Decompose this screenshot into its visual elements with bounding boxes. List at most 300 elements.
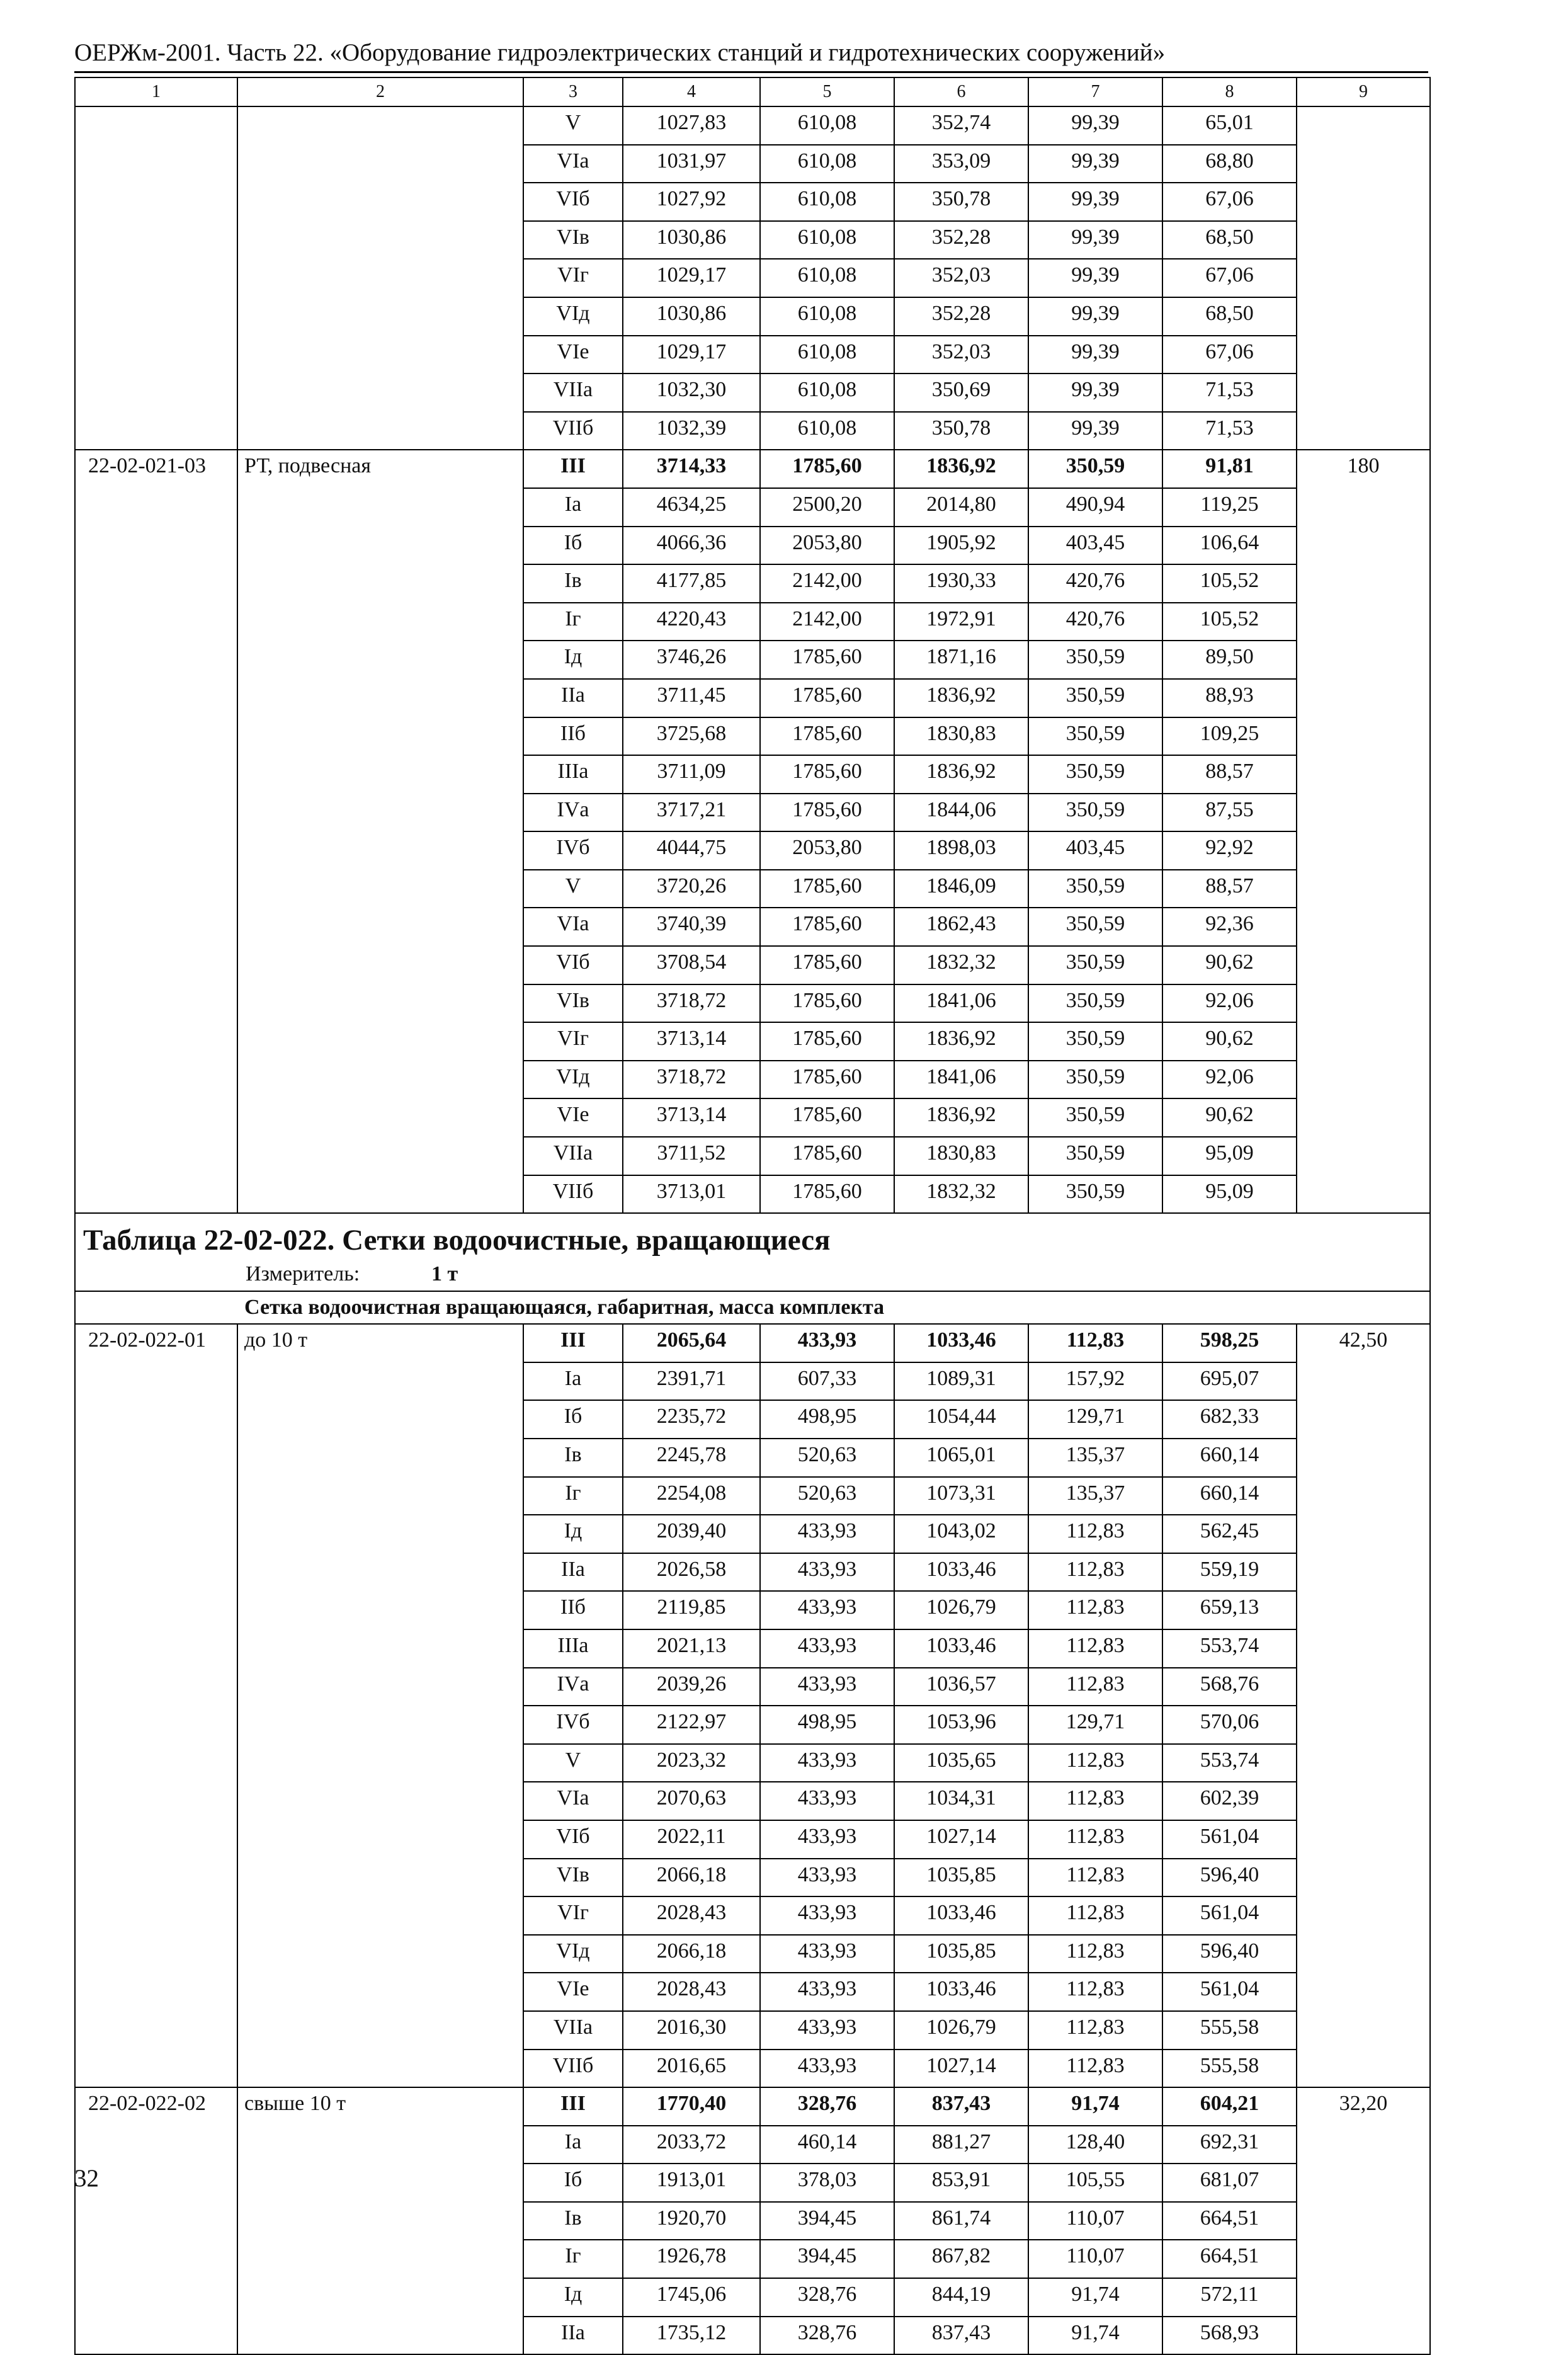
zone-index: VIIа <box>523 373 623 412</box>
cell-c8: 95,09 <box>1162 1137 1297 1175</box>
cell-c4: 2119,85 <box>623 1591 760 1629</box>
cell-c8: 561,04 <box>1162 1973 1297 2011</box>
cell-c7: 350,59 <box>1028 984 1162 1023</box>
cell-c8: 561,04 <box>1162 1820 1297 1859</box>
cell-c5: 1785,60 <box>760 1061 894 1099</box>
cell-c6: 1836,92 <box>894 679 1028 717</box>
cell-c8: 695,07 <box>1162 1362 1297 1401</box>
cell-c5: 2142,00 <box>760 564 894 603</box>
cell-c8: 568,93 <box>1162 2317 1297 2355</box>
zone-index: VIб <box>523 183 623 221</box>
cell-c7: 112,83 <box>1028 1553 1162 1592</box>
cell-c5: 328,76 <box>760 2317 894 2355</box>
cell-c4: 1735,12 <box>623 2317 760 2355</box>
cell-c8: 602,39 <box>1162 1782 1297 1820</box>
cell-c5: 433,93 <box>760 1553 894 1592</box>
zone-index: Iг <box>523 1477 623 1515</box>
zone-index: VIа <box>523 145 623 183</box>
zone-index: Iб <box>523 527 623 565</box>
cell-c8: 660,14 <box>1162 1477 1297 1515</box>
cell-c5: 433,93 <box>760 1629 894 1668</box>
zone-index: VIб <box>523 1820 623 1859</box>
zone-index: VIе <box>523 1973 623 2011</box>
cell-c6: 1841,06 <box>894 984 1028 1023</box>
cell-c7: 99,39 <box>1028 145 1162 183</box>
cell-c4: 3725,68 <box>623 717 760 756</box>
zone-index: VIе <box>523 336 623 374</box>
cell-c6: 1034,31 <box>894 1782 1028 1820</box>
cell-c4: 2021,13 <box>623 1629 760 1668</box>
cell-c6: 867,82 <box>894 2240 1028 2278</box>
zone-index: VIд <box>523 1061 623 1099</box>
cell-c4: 4634,25 <box>623 488 760 527</box>
page-header-title: ОЕРЖм-2001. Часть 22. «Оборудование гидроэлектрических станций и гидротехнических сооружений» <box>74 39 1166 66</box>
cell-c8: 65,01 <box>1162 106 1297 145</box>
cell-c5: 1785,60 <box>760 717 894 756</box>
cell-c5: 433,93 <box>760 1744 894 1782</box>
zone-index: IVа <box>523 794 623 832</box>
cell-c8: 90,62 <box>1162 946 1297 984</box>
cell-c5: 328,76 <box>760 2278 894 2317</box>
rate-code: 22-02-022-02 <box>75 2087 237 2354</box>
cell-c8: 555,58 <box>1162 2011 1297 2050</box>
cell-c8: 692,31 <box>1162 2126 1297 2164</box>
cell-c4: 4066,36 <box>623 527 760 565</box>
cell-c7: 91,74 <box>1028 2087 1162 2126</box>
cell-c7: 129,71 <box>1028 1400 1162 1439</box>
cell-c9: 32,20 <box>1297 2087 1430 2354</box>
cell-c6: 1033,46 <box>894 1553 1028 1592</box>
cell-c8: 555,58 <box>1162 2050 1297 2088</box>
rate-code <box>75 106 237 450</box>
cell-c4: 3711,45 <box>623 679 760 717</box>
table-row <box>75 2087 1430 2126</box>
cell-c5: 520,63 <box>760 1439 894 1477</box>
zone-index: III <box>523 450 623 488</box>
cell-c4: 3714,33 <box>623 450 760 488</box>
cell-c7: 112,83 <box>1028 1820 1162 1859</box>
zone-index: Iг <box>523 603 623 641</box>
cell-c7: 112,83 <box>1028 2050 1162 2088</box>
zone-index: VIг <box>523 1022 623 1061</box>
zone-index: V <box>523 1744 623 1782</box>
cell-c7: 112,83 <box>1028 2011 1162 2050</box>
cell-c6: 353,09 <box>894 145 1028 183</box>
cell-c8: 598,25 <box>1162 1324 1297 1362</box>
column-number: 1 <box>75 77 237 106</box>
cell-c8: 95,09 <box>1162 1175 1297 1214</box>
cell-c8: 68,50 <box>1162 221 1297 259</box>
cell-c4: 2028,43 <box>623 1973 760 2011</box>
cell-c6: 1026,79 <box>894 2011 1028 2050</box>
cell-c5: 1785,60 <box>760 946 894 984</box>
zone-index: Iв <box>523 564 623 603</box>
cell-c4: 2235,72 <box>623 1400 760 1439</box>
cell-c4: 3718,72 <box>623 1061 760 1099</box>
cell-c5: 1785,60 <box>760 1137 894 1175</box>
cell-c8: 604,21 <box>1162 2087 1297 2126</box>
zone-index: VIв <box>523 1859 623 1897</box>
cell-c6: 1035,85 <box>894 1859 1028 1897</box>
cell-c4: 2028,43 <box>623 1896 760 1935</box>
cell-c4: 1913,01 <box>623 2164 760 2202</box>
cell-c5: 378,03 <box>760 2164 894 2202</box>
cell-c6: 1905,92 <box>894 527 1028 565</box>
zone-index: IVб <box>523 831 623 870</box>
cell-c6: 1065,01 <box>894 1439 1028 1477</box>
cell-c4: 2122,97 <box>623 1706 760 1744</box>
zone-index: III <box>523 1324 623 1362</box>
cell-c6: 350,69 <box>894 373 1028 412</box>
cell-c5: 394,45 <box>760 2202 894 2240</box>
cell-c7: 112,83 <box>1028 1629 1162 1668</box>
cell-c8: 67,06 <box>1162 259 1297 297</box>
cell-c8: 682,33 <box>1162 1400 1297 1439</box>
cell-c7: 135,37 <box>1028 1439 1162 1477</box>
cell-c7: 420,76 <box>1028 603 1162 641</box>
cell-c5: 433,93 <box>760 1515 894 1553</box>
table-title: Таблица 22-02-022. Сетки водоочистные, вращающиеся <box>83 1224 831 1257</box>
cell-c8: 92,06 <box>1162 1061 1297 1099</box>
cell-c4: 1031,97 <box>623 145 760 183</box>
cell-c8: 67,06 <box>1162 336 1297 374</box>
cell-c4: 1745,06 <box>623 2278 760 2317</box>
column-number: 7 <box>1028 77 1162 106</box>
cell-c4: 2245,78 <box>623 1439 760 1477</box>
cell-c8: 119,25 <box>1162 488 1297 527</box>
cell-c4: 3746,26 <box>623 641 760 679</box>
cell-c6: 1026,79 <box>894 1591 1028 1629</box>
cell-c4: 2033,72 <box>623 2126 760 2164</box>
cell-c7: 110,07 <box>1028 2202 1162 2240</box>
cell-c6: 1027,14 <box>894 1820 1028 1859</box>
cell-c6: 350,78 <box>894 183 1028 221</box>
cell-c7: 403,45 <box>1028 527 1162 565</box>
cell-c6: 881,27 <box>894 2126 1028 2164</box>
zone-index: VIIб <box>523 2050 623 2088</box>
cell-c5: 1785,60 <box>760 450 894 488</box>
zone-index: Iа <box>523 488 623 527</box>
zone-index: VIIа <box>523 2011 623 2050</box>
cell-c7: 157,92 <box>1028 1362 1162 1401</box>
cell-c7: 110,07 <box>1028 2240 1162 2278</box>
cell-c4: 2016,30 <box>623 2011 760 2050</box>
cell-c7: 112,83 <box>1028 1324 1162 1362</box>
cell-c8: 559,19 <box>1162 1553 1297 1592</box>
cell-c7: 350,59 <box>1028 794 1162 832</box>
zone-index: Iа <box>523 1362 623 1401</box>
cell-c4: 1770,40 <box>623 2087 760 2126</box>
cell-c6: 1844,06 <box>894 794 1028 832</box>
cell-c7: 128,40 <box>1028 2126 1162 2164</box>
cell-c8: 67,06 <box>1162 183 1297 221</box>
cell-c4: 3740,39 <box>623 908 760 946</box>
cell-c6: 844,19 <box>894 2278 1028 2317</box>
zone-index: III <box>523 2087 623 2126</box>
cell-c6: 861,74 <box>894 2202 1028 2240</box>
cell-c6: 837,43 <box>894 2317 1028 2355</box>
cell-c8: 561,04 <box>1162 1896 1297 1935</box>
cell-c4: 2065,64 <box>623 1324 760 1362</box>
cell-c6: 1043,02 <box>894 1515 1028 1553</box>
cell-c7: 490,94 <box>1028 488 1162 527</box>
cell-c5: 1785,60 <box>760 641 894 679</box>
cell-c5: 460,14 <box>760 2126 894 2164</box>
zone-index: V <box>523 870 623 908</box>
cell-c7: 350,59 <box>1028 1137 1162 1175</box>
cell-c8: 87,55 <box>1162 794 1297 832</box>
cell-c5: 610,08 <box>760 412 894 450</box>
cell-c4: 2023,32 <box>623 1744 760 1782</box>
cell-c7: 112,83 <box>1028 1935 1162 1973</box>
cell-c4: 3717,21 <box>623 794 760 832</box>
cell-c6: 1830,83 <box>894 1137 1028 1175</box>
rate-name: до 10 т <box>237 1324 523 2087</box>
cell-c4: 3720,26 <box>623 870 760 908</box>
zone-index: VIа <box>523 908 623 946</box>
cell-c5: 607,33 <box>760 1362 894 1401</box>
cell-c8: 88,57 <box>1162 870 1297 908</box>
cell-c7: 420,76 <box>1028 564 1162 603</box>
cell-c7: 112,83 <box>1028 1859 1162 1897</box>
column-number: 4 <box>623 77 760 106</box>
cell-c6: 1898,03 <box>894 831 1028 870</box>
cell-c4: 1030,86 <box>623 221 760 259</box>
cell-c4: 2391,71 <box>623 1362 760 1401</box>
cell-c4: 4177,85 <box>623 564 760 603</box>
cell-c7: 112,83 <box>1028 1591 1162 1629</box>
cell-c7: 129,71 <box>1028 1706 1162 1744</box>
zone-index: Iб <box>523 1400 623 1439</box>
cell-c7: 350,59 <box>1028 1061 1162 1099</box>
cell-c6: 1033,46 <box>894 1896 1028 1935</box>
cell-c6: 1027,14 <box>894 2050 1028 2088</box>
cell-c8: 71,53 <box>1162 412 1297 450</box>
cell-c8: 570,06 <box>1162 1706 1297 1744</box>
cell-c4: 1926,78 <box>623 2240 760 2278</box>
zone-index: VIа <box>523 1782 623 1820</box>
cell-c5: 433,93 <box>760 1324 894 1362</box>
cell-c6: 352,03 <box>894 336 1028 374</box>
cell-c8: 659,13 <box>1162 1591 1297 1629</box>
zone-index: VIб <box>523 946 623 984</box>
cell-c4: 2026,58 <box>623 1553 760 1592</box>
cell-c7: 350,59 <box>1028 1175 1162 1214</box>
cell-c5: 2053,80 <box>760 527 894 565</box>
cell-c4: 1030,86 <box>623 297 760 336</box>
zone-index: VIе <box>523 1098 623 1137</box>
rates-table <box>74 77 1431 2355</box>
cell-c6: 1035,65 <box>894 1744 1028 1782</box>
cell-c5: 610,08 <box>760 106 894 145</box>
column-number: 9 <box>1297 77 1430 106</box>
table-row <box>75 1324 1430 1362</box>
measure-label: Измеритель: <box>246 1262 360 1286</box>
cell-c8: 106,64 <box>1162 527 1297 565</box>
cell-c8: 553,74 <box>1162 1744 1297 1782</box>
zone-index: Iв <box>523 2202 623 2240</box>
zone-index: VIд <box>523 297 623 336</box>
zone-index: IVа <box>523 1668 623 1706</box>
cell-c5: 433,93 <box>760 1859 894 1897</box>
cell-c7: 350,59 <box>1028 1098 1162 1137</box>
cell-c5: 2500,20 <box>760 488 894 527</box>
cell-c5: 433,93 <box>760 1973 894 2011</box>
zone-index: IIIа <box>523 755 623 794</box>
cell-c4: 3708,54 <box>623 946 760 984</box>
cell-c6: 1836,92 <box>894 1098 1028 1137</box>
cell-c5: 433,93 <box>760 1591 894 1629</box>
cell-c5: 433,93 <box>760 1896 894 1935</box>
cell-c6: 853,91 <box>894 2164 1028 2202</box>
cell-c7: 350,59 <box>1028 870 1162 908</box>
cell-c8: 664,51 <box>1162 2240 1297 2278</box>
cell-c6: 1862,43 <box>894 908 1028 946</box>
cell-c8: 90,62 <box>1162 1098 1297 1137</box>
column-number: 3 <box>523 77 623 106</box>
zone-index: Iд <box>523 1515 623 1553</box>
cell-c7: 105,55 <box>1028 2164 1162 2202</box>
cell-c4: 2066,18 <box>623 1935 760 1973</box>
zone-index: Iв <box>523 1439 623 1477</box>
cell-c6: 350,78 <box>894 412 1028 450</box>
zone-index: VIг <box>523 1896 623 1935</box>
cell-c5: 328,76 <box>760 2087 894 2126</box>
cell-c6: 352,28 <box>894 221 1028 259</box>
cell-c6: 352,28 <box>894 297 1028 336</box>
zone-index: VIг <box>523 259 623 297</box>
cell-c8: 92,92 <box>1162 831 1297 870</box>
cell-c6: 1972,91 <box>894 603 1028 641</box>
cell-c6: 1871,16 <box>894 641 1028 679</box>
zone-index: IIб <box>523 717 623 756</box>
cell-c5: 1785,60 <box>760 1098 894 1137</box>
cell-c8: 88,93 <box>1162 679 1297 717</box>
cell-c5: 433,93 <box>760 2050 894 2088</box>
cell-c6: 1035,85 <box>894 1935 1028 1973</box>
cell-c8: 68,80 <box>1162 145 1297 183</box>
cell-c6: 352,03 <box>894 259 1028 297</box>
cell-c8: 109,25 <box>1162 717 1297 756</box>
zone-index: VIд <box>523 1935 623 1973</box>
cell-c5: 1785,60 <box>760 794 894 832</box>
rate-name: РТ, подвесная <box>237 450 523 1213</box>
cell-c5: 433,93 <box>760 1782 894 1820</box>
table-section-header <box>75 1213 1430 1291</box>
cell-c6: 1033,46 <box>894 1324 1028 1362</box>
cell-c5: 1785,60 <box>760 908 894 946</box>
cell-c7: 112,83 <box>1028 1515 1162 1553</box>
zone-index: VIв <box>523 221 623 259</box>
cell-c4: 3711,09 <box>623 755 760 794</box>
cell-c8: 92,06 <box>1162 984 1297 1023</box>
cell-c8: 71,53 <box>1162 373 1297 412</box>
cell-c7: 112,83 <box>1028 1668 1162 1706</box>
cell-c7: 99,39 <box>1028 106 1162 145</box>
cell-c4: 4044,75 <box>623 831 760 870</box>
cell-c4: 2022,11 <box>623 1820 760 1859</box>
table-section-cell <box>75 1213 1430 1291</box>
cell-c5: 433,93 <box>760 2011 894 2050</box>
cell-c6: 1073,31 <box>894 1477 1028 1515</box>
cell-c8: 681,07 <box>1162 2164 1297 2202</box>
cell-c5: 610,08 <box>760 259 894 297</box>
cell-c8: 572,11 <box>1162 2278 1297 2317</box>
table-row <box>75 106 1430 145</box>
table-subtitle: Сетка водоочистная вращающаяся, габаритная, масса комплекта <box>75 1291 1430 1324</box>
cell-c7: 99,39 <box>1028 373 1162 412</box>
cell-c7: 350,59 <box>1028 908 1162 946</box>
zone-index: Iг <box>523 2240 623 2278</box>
cell-c7: 112,83 <box>1028 1782 1162 1820</box>
cell-c4: 2066,18 <box>623 1859 760 1897</box>
cell-c7: 99,39 <box>1028 183 1162 221</box>
cell-c5: 610,08 <box>760 297 894 336</box>
cell-c7: 99,39 <box>1028 336 1162 374</box>
cell-c4: 1029,17 <box>623 259 760 297</box>
cell-c4: 1027,92 <box>623 183 760 221</box>
cell-c4: 3713,14 <box>623 1022 760 1061</box>
zone-index: Iб <box>523 2164 623 2202</box>
cell-c4: 2070,63 <box>623 1782 760 1820</box>
cell-c7: 135,37 <box>1028 1477 1162 1515</box>
cell-c6: 1930,33 <box>894 564 1028 603</box>
cell-c7: 99,39 <box>1028 297 1162 336</box>
cell-c7: 350,59 <box>1028 1022 1162 1061</box>
page-number: 32 <box>74 2165 99 2192</box>
cell-c8: 568,76 <box>1162 1668 1297 1706</box>
cell-c6: 837,43 <box>894 2087 1028 2126</box>
cell-c4: 2039,40 <box>623 1515 760 1553</box>
cell-c5: 610,08 <box>760 373 894 412</box>
cell-c6: 1832,32 <box>894 946 1028 984</box>
cell-c6: 1053,96 <box>894 1706 1028 1744</box>
cell-c7: 350,59 <box>1028 679 1162 717</box>
cell-c6: 1836,92 <box>894 755 1028 794</box>
cell-c5: 610,08 <box>760 145 894 183</box>
cell-c7: 403,45 <box>1028 831 1162 870</box>
cell-c5: 1785,60 <box>760 755 894 794</box>
cell-c8: 90,62 <box>1162 1022 1297 1061</box>
cell-c5: 1785,60 <box>760 984 894 1023</box>
cell-c4: 3711,52 <box>623 1137 760 1175</box>
zone-index: IIб <box>523 1591 623 1629</box>
zone-index: IIа <box>523 679 623 717</box>
cell-c4: 2039,26 <box>623 1668 760 1706</box>
measure-value: 1 т <box>431 1262 458 1286</box>
cell-c7: 112,83 <box>1028 1973 1162 2011</box>
cell-c5: 610,08 <box>760 183 894 221</box>
cell-c8: 88,57 <box>1162 755 1297 794</box>
cell-c7: 99,39 <box>1028 412 1162 450</box>
zone-index: VIIа <box>523 1137 623 1175</box>
cell-c6: 1036,57 <box>894 1668 1028 1706</box>
column-number: 8 <box>1162 77 1297 106</box>
zone-index: VIв <box>523 984 623 1023</box>
zone-index: Iд <box>523 641 623 679</box>
column-number: 6 <box>894 77 1028 106</box>
cell-c6: 1836,92 <box>894 450 1028 488</box>
rate-name <box>237 106 523 450</box>
cell-c4: 1027,83 <box>623 106 760 145</box>
cell-c7: 99,39 <box>1028 221 1162 259</box>
cell-c7: 91,74 <box>1028 2317 1162 2355</box>
cell-c6: 1836,92 <box>894 1022 1028 1061</box>
rate-name: свыше 10 т <box>237 2087 523 2354</box>
cell-c4: 1029,17 <box>623 336 760 374</box>
cell-c7: 99,39 <box>1028 259 1162 297</box>
cell-c6: 1033,46 <box>894 1973 1028 2011</box>
